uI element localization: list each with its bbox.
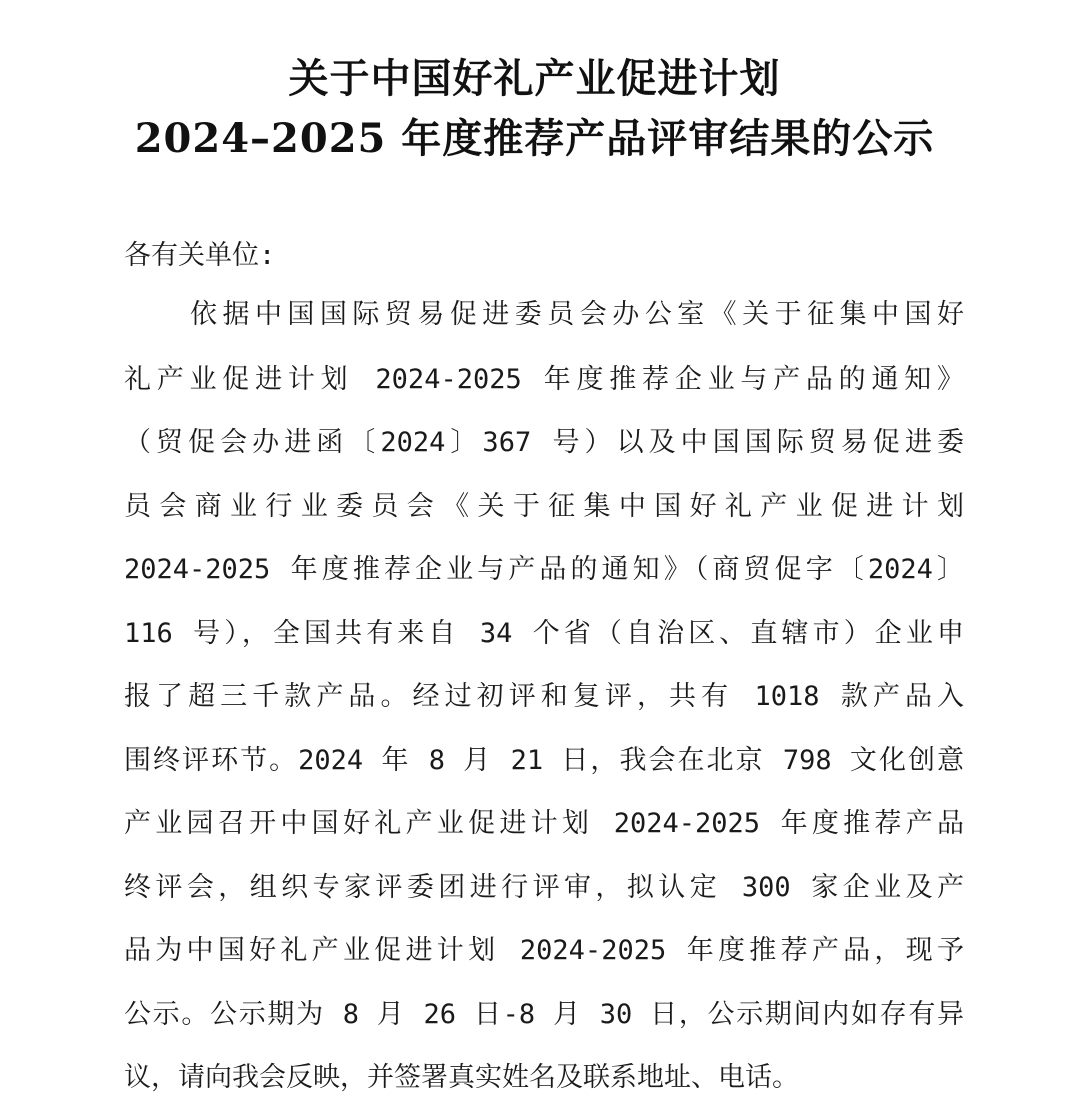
document-title-line-2: 2024–2025 年度推荐产品评审结果的公示 (134, 115, 935, 162)
document-title-line-1: 关于中国好礼产业促进计划 (288, 55, 781, 102)
body-line: 公示。公示期为 8 月 26 日-8 月 30 日，公示期间内如存有异 (124, 999, 964, 1030)
body-line: 2024-2025 年度推荐企业与产品的通知》（商贸促字〔2024〕 (124, 554, 964, 585)
body-line: 依据中国国际贸易促进委员会办公室《关于征集中国好 (190, 299, 964, 330)
body-line: 品为中国好礼产业促进计划 2024-2025 年度推荐产品，现予 (124, 935, 964, 966)
body-line: 议，请向我会反映，并签署真实姓名及联系地址、电话。 (124, 1062, 799, 1093)
body-line: 产业园召开中国好礼产业促进计划 2024-2025 年度推荐产品 (124, 808, 964, 839)
body-line: 116 号），全国共有来自 34 个省（自治区、直辖市）企业申 (124, 618, 964, 649)
body-line: 礼产业促进计划 2024-2025 年度推荐企业与产品的通知》 (124, 364, 964, 395)
body-line: （贸促会办进函〔2024〕367 号）以及中国国际贸易促进委 (124, 427, 964, 458)
body-line: 围终评环节。2024 年 8 月 21 日，我会在北京 798 文化创意 (124, 745, 964, 776)
salutation: 各有关单位: (124, 240, 276, 271)
body-line: 终评会，组织专家评委团进行评审，拟认定 300 家企业及产 (124, 872, 964, 903)
body-line: 报了超三千款产品。经过初评和复评，共有 1018 款产品入 (124, 681, 964, 712)
body-line: 员会商业行业委员会《关于征集中国好礼产业促进计划 (124, 491, 964, 522)
